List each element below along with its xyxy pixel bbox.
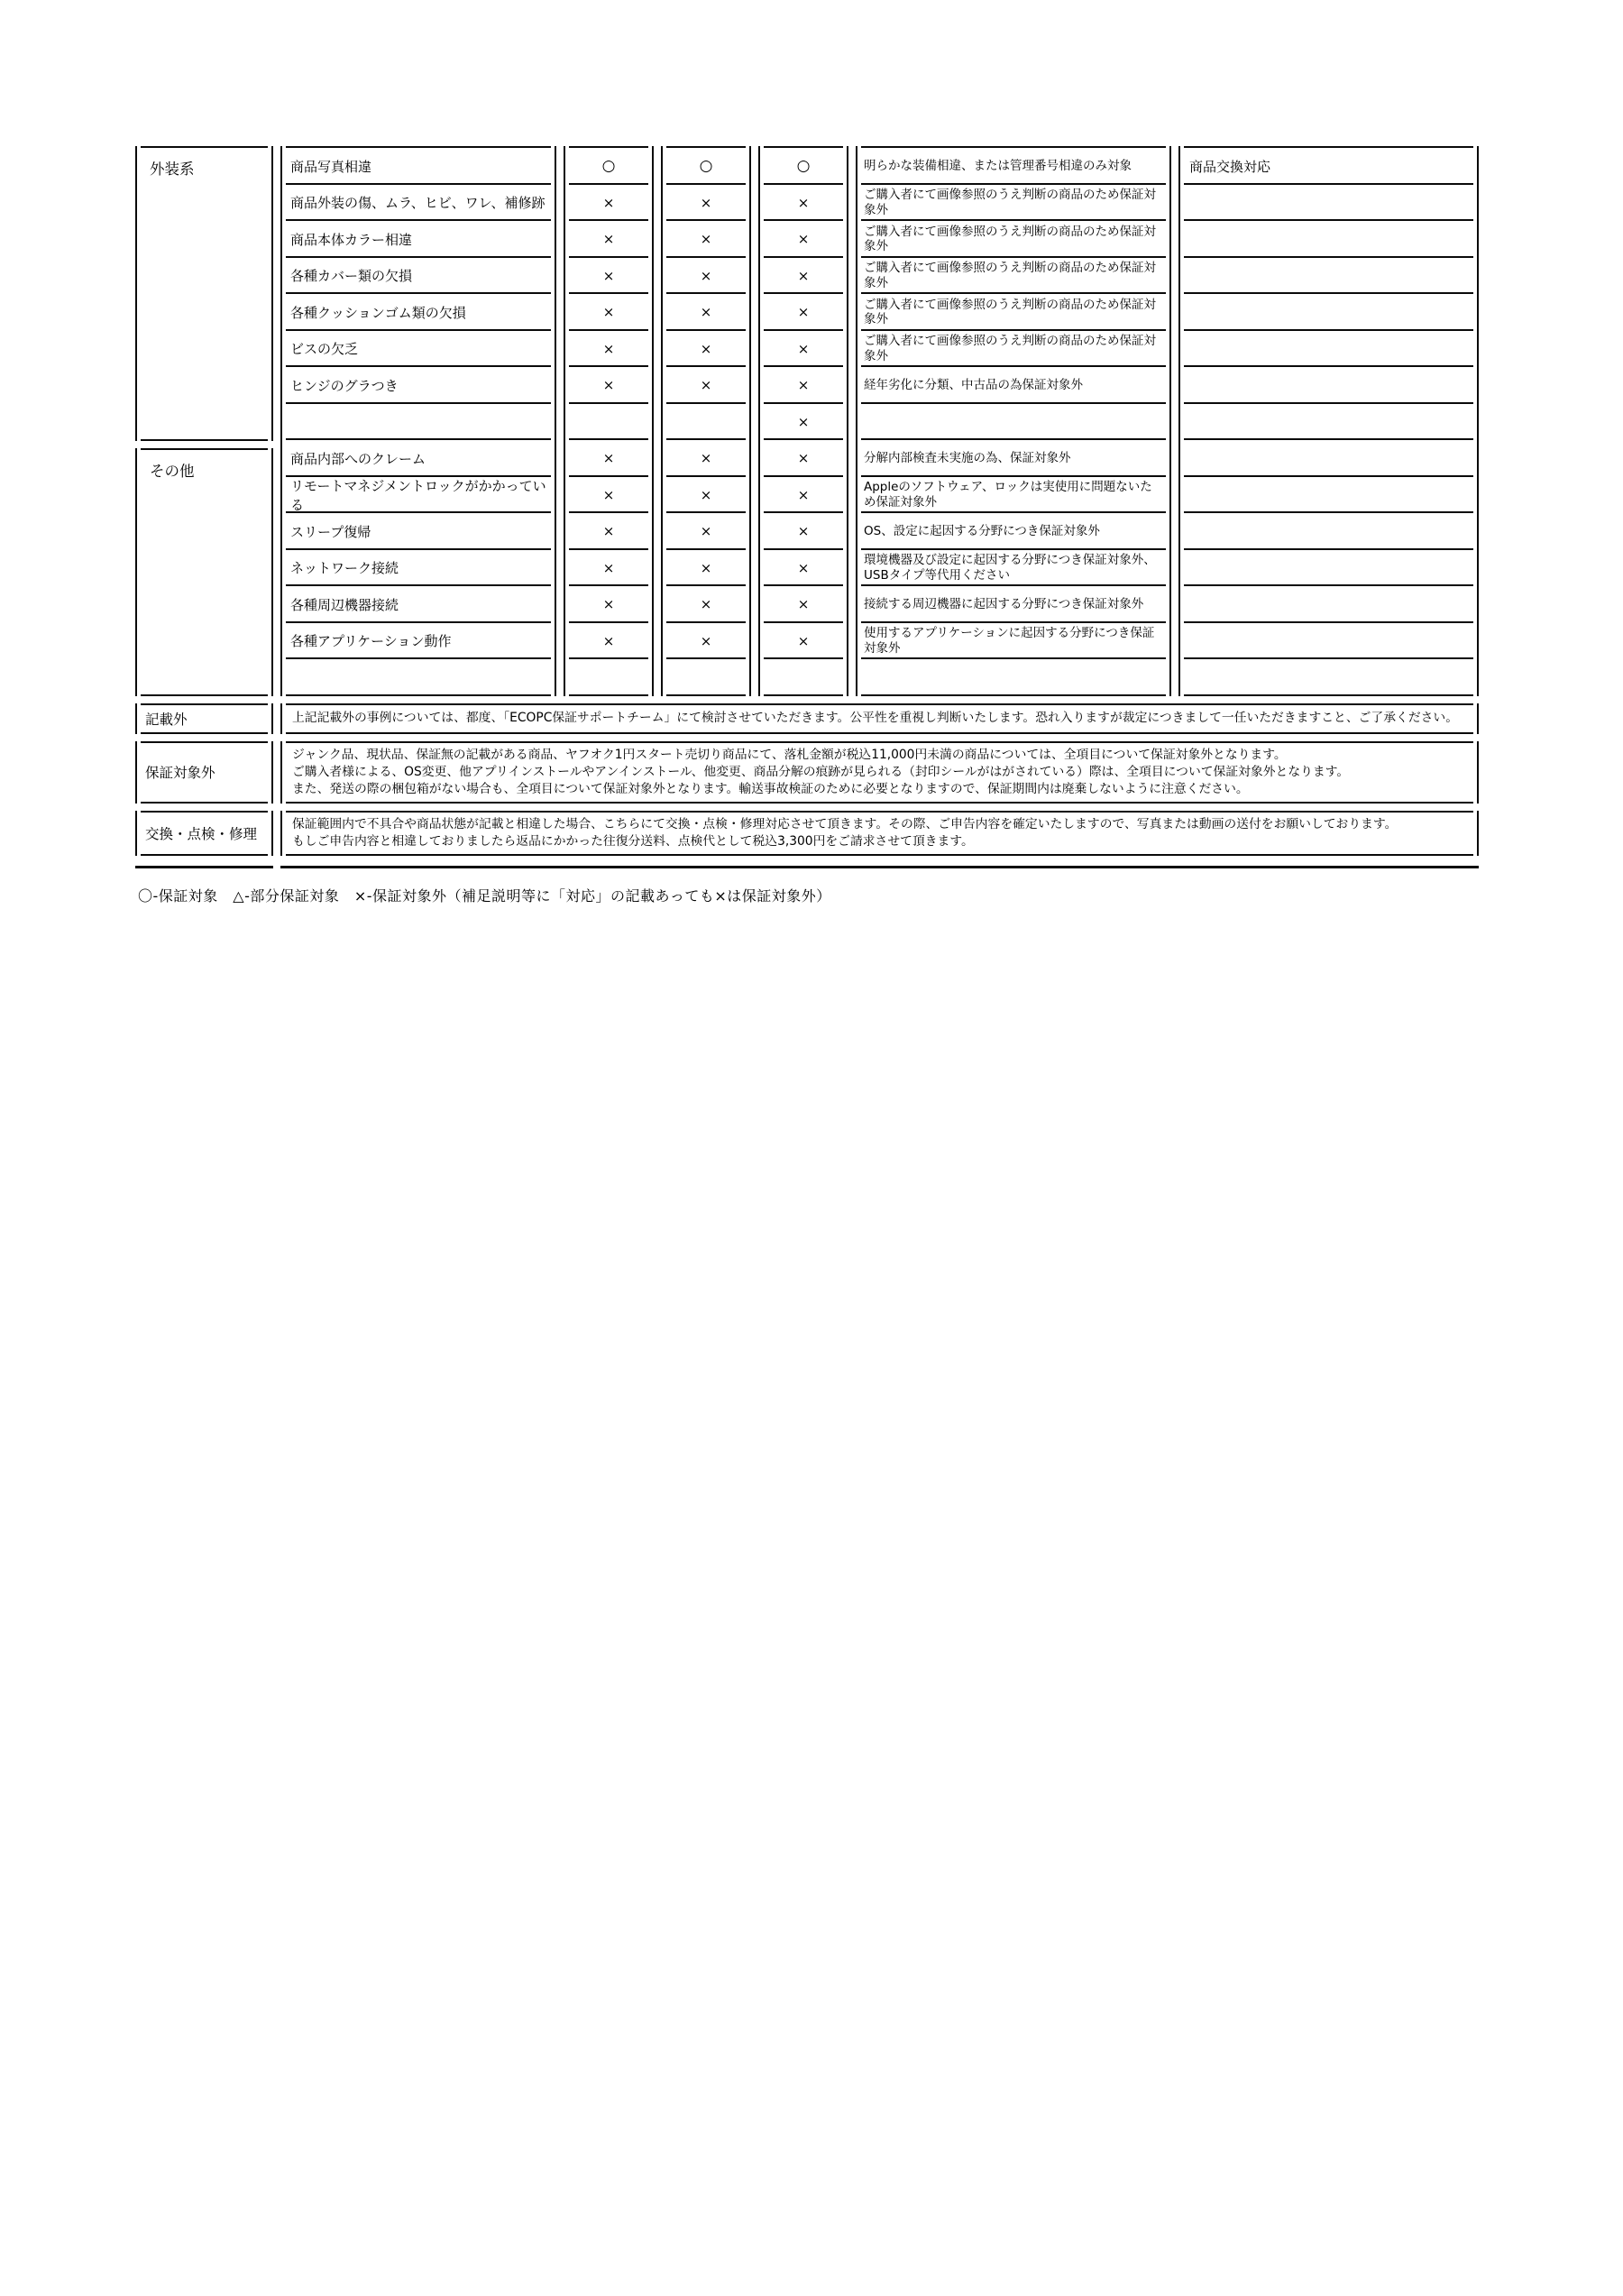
note-cell	[857, 148, 1169, 185]
item-cell	[282, 586, 555, 623]
note-cell	[857, 477, 1169, 514]
note-cell-text: 使用するアプリケーションに起因する分野につき保証対象外	[864, 626, 1155, 656]
item-cell	[282, 258, 555, 295]
note-cell	[857, 221, 1169, 258]
mark-value: ×	[700, 632, 712, 649]
footer-text-line: 保証範囲内で不具合や商品状態が記載と相違した場合、こちらにて交換・点検・修理対応させて頂きます。その際、ご申告内容を確定いたしますので、写真または動画の送付をお願いしております。	[292, 816, 1398, 831]
footer-text-line: 上記記載外の事例については、都度、「ECOPC保証サポートチーム」にて検討させていただきます。公平性を重視し判断いたします。恐れ入りますが裁定につきまして一任いただきますこと、ご了承ください。	[292, 711, 1459, 725]
footer-row-text	[280, 811, 1479, 856]
footer-row	[135, 741, 1479, 804]
item-cell-text: スリープ復帰	[290, 523, 371, 540]
note-cell	[857, 185, 1169, 222]
mark-cell	[760, 513, 847, 550]
note-cell-text: 環境機器及び設定に起因する分野につき保証対象外、USBタイプ等代用ください	[864, 553, 1156, 583]
action-cell	[1180, 659, 1477, 696]
note-cell	[857, 331, 1169, 368]
mark-cell	[760, 440, 847, 477]
mark-value: ×	[602, 340, 615, 357]
mark-cell	[565, 331, 652, 368]
mark-value: ×	[797, 340, 810, 357]
action-cell	[1180, 258, 1477, 295]
item-cell-text: 各種クッションゴム類の欠損	[290, 304, 466, 321]
mark-cell	[663, 550, 749, 587]
mark-value: ×	[797, 632, 810, 649]
note-cell-text: ご購入者にて画像参照のうえ判断の商品のため保証対象外	[864, 224, 1156, 254]
footer-text-line: ご購入者様による、OS変更、他アプリインストールやアンインストール、他変更、商品分解の痕跡が見られる（封印シールがはがされている）際は、全項目について保証対象外となります。	[292, 764, 1350, 779]
footer-row-label: 交換・点検・修理	[135, 811, 273, 856]
mark-value: ×	[797, 486, 810, 503]
item-cell-text: 各種アプリケーション動作	[290, 633, 452, 650]
note-cell-text: ご購入者にて画像参照のうえ判断の商品のため保証対象外	[864, 334, 1156, 363]
note-cell-text: ご購入者にて画像参照のうえ判断の商品のため保証対象外	[864, 297, 1156, 327]
action-cell	[1180, 331, 1477, 368]
mark-value: ○	[601, 157, 616, 176]
note-cell-text: 接続する周辺機器に起因する分野につき保証対象外	[864, 597, 1144, 611]
mark-value: ○	[699, 157, 713, 176]
mark-value: ×	[797, 596, 810, 613]
section-category-box	[135, 146, 273, 441]
mark-value: ×	[700, 340, 712, 357]
note-cell	[857, 586, 1169, 623]
mark-value: ×	[602, 596, 615, 613]
mark-cell	[760, 148, 847, 185]
action-column	[1178, 146, 1479, 696]
item-cell	[282, 185, 555, 222]
mark-value: ×	[797, 559, 810, 576]
item-cell-text: 商品外装の傷、ムラ、ヒビ、ワレ、補修跡	[290, 195, 546, 212]
item-cell-text: 各種カバー類の欠損	[290, 268, 413, 285]
mark-cell	[663, 221, 749, 258]
note-cell	[857, 294, 1169, 331]
mark-value: ×	[602, 231, 615, 248]
item-cell-text: ネットワーク接続	[290, 560, 399, 577]
note-cell	[857, 404, 1169, 441]
mark-value: ×	[797, 450, 810, 467]
footer-row-text	[280, 741, 1479, 804]
action-cell-text: 商品交換対応	[1189, 158, 1271, 175]
mark-cell	[760, 221, 847, 258]
footer-row-text	[280, 703, 1479, 734]
mark-cell	[565, 477, 652, 514]
note-cell	[857, 623, 1169, 660]
mark-value: ×	[700, 304, 712, 321]
item-cell-text: 商品内部へのクレーム	[290, 450, 426, 467]
mark-cell	[760, 586, 847, 623]
mark-value: ×	[602, 304, 615, 321]
mark-value: ×	[797, 413, 810, 430]
mark-column-2	[661, 146, 751, 696]
mark-value: ×	[602, 486, 615, 503]
mark-cell	[760, 294, 847, 331]
mark-cell	[760, 331, 847, 368]
item-cell	[282, 550, 555, 587]
mark-cell	[760, 623, 847, 660]
mark-value: ×	[797, 267, 810, 284]
action-cell	[1180, 294, 1477, 331]
footer-text-line: また、発送の際の梱包箱がない場合も、全項目について保証対象外となります。輸送事故検証のために必要となりますので、保証期間内は廃棄しないように注意ください。	[292, 781, 1249, 796]
section-category-label: 外装系	[150, 161, 195, 178]
mark-cell	[663, 477, 749, 514]
mark-cell	[760, 258, 847, 295]
mark-cell	[760, 367, 847, 404]
mark-value: ×	[602, 450, 615, 467]
note-cell-text: OS、設定に起因する分野につき保証対象外	[864, 524, 1100, 538]
mark-value: ×	[602, 377, 615, 394]
mark-value: ×	[700, 486, 712, 503]
mark-value: ×	[700, 231, 712, 248]
mark-cell	[663, 367, 749, 404]
item-cell	[282, 294, 555, 331]
mark-cell	[663, 623, 749, 660]
bottom-rule-segment	[280, 866, 1479, 868]
section-category-label: その他	[150, 463, 195, 480]
mark-cell	[565, 148, 652, 185]
note-cell-text: 明らかな装備相違、または管理番号相違のみ対象	[864, 159, 1132, 173]
item-cell	[282, 367, 555, 404]
mark-value: ×	[797, 377, 810, 394]
mark-cell	[663, 513, 749, 550]
mark-cell	[565, 221, 652, 258]
mark-value: ×	[700, 194, 712, 211]
mark-cell	[565, 513, 652, 550]
mark-value: ×	[797, 194, 810, 211]
document-content	[135, 146, 1479, 905]
footer-row-label: 保証対象外	[135, 741, 273, 804]
section-category-box	[135, 448, 273, 696]
item-cell-text: 商品本体カラー相違	[290, 231, 413, 248]
mark-cell	[663, 404, 749, 441]
mark-cell	[760, 185, 847, 222]
item-column	[280, 146, 556, 696]
mark-cell	[663, 185, 749, 222]
mark-cell	[760, 659, 847, 696]
item-cell-text: 商品写真相違	[290, 158, 372, 175]
mark-value: ×	[602, 559, 615, 576]
action-cell	[1180, 367, 1477, 404]
mark-cell	[663, 659, 749, 696]
item-cell	[282, 221, 555, 258]
mark-value: ×	[797, 231, 810, 248]
mark-cell	[565, 440, 652, 477]
item-cell-text: ビスの欠乏	[290, 341, 359, 358]
item-cell	[282, 623, 555, 660]
footer-row	[135, 811, 1479, 856]
mark-value: ×	[602, 267, 615, 284]
mark-value: ×	[602, 632, 615, 649]
mark-column-1	[564, 146, 654, 696]
item-cell	[282, 331, 555, 368]
note-cell-text: ご購入者にて画像参照のうえ判断の商品のため保証対象外	[864, 261, 1156, 290]
mark-cell	[663, 331, 749, 368]
item-cell	[282, 148, 555, 185]
action-cell	[1180, 440, 1477, 477]
note-cell	[857, 440, 1169, 477]
item-cell-text: リモートマネジメントロックがかかっている	[290, 477, 546, 513]
mark-cell	[565, 185, 652, 222]
item-cell	[282, 440, 555, 477]
mark-cell	[663, 440, 749, 477]
action-cell	[1180, 513, 1477, 550]
mark-value: ×	[602, 194, 615, 211]
mark-cell	[565, 294, 652, 331]
note-cell	[857, 367, 1169, 404]
mark-column-3	[758, 146, 848, 696]
item-cell-text: ヒンジのグラつき	[290, 377, 399, 394]
action-cell	[1180, 221, 1477, 258]
legend-text: 〇-保証対象 △-部分保証対象 ×-保証対象外（補足説明等に「対応」の記載あっても×は保証対象外）	[138, 886, 831, 905]
action-cell	[1180, 586, 1477, 623]
mark-cell	[663, 148, 749, 185]
mark-value: ×	[700, 523, 712, 540]
note-cell-text: Appleのソフトウェア、ロックは実使用に問題ないため保証対象外	[864, 480, 1152, 510]
mark-value: ×	[700, 559, 712, 576]
action-cell	[1180, 550, 1477, 587]
note-cell-text: 分解内部検査未実施の為、保証対象外	[864, 451, 1071, 465]
mark-value: ×	[700, 596, 712, 613]
action-cell	[1180, 623, 1477, 660]
mark-cell	[663, 258, 749, 295]
table-bottom-rule	[135, 866, 1479, 868]
bottom-rule-segment	[135, 866, 273, 868]
mark-cell	[565, 367, 652, 404]
item-cell	[282, 477, 555, 514]
item-cell	[282, 513, 555, 550]
action-cell	[1180, 148, 1477, 185]
mark-value: ×	[700, 450, 712, 467]
footer-row-label: 記載外	[135, 703, 273, 734]
mark-value: ×	[700, 377, 712, 394]
item-cell	[282, 404, 555, 441]
mark-cell	[663, 586, 749, 623]
note-cell-text: ご購入者にて画像参照のうえ判断の商品のため保証対象外	[864, 188, 1156, 217]
action-cell	[1180, 185, 1477, 222]
item-cell-text: 各種周辺機器接続	[290, 596, 399, 613]
mark-cell	[565, 404, 652, 441]
category-column	[135, 146, 273, 696]
mark-cell	[663, 294, 749, 331]
warranty-matrix-table	[135, 146, 1479, 696]
action-cell	[1180, 404, 1477, 441]
mark-cell	[760, 550, 847, 587]
mark-cell	[565, 258, 652, 295]
mark-value: ×	[797, 523, 810, 540]
mark-cell	[565, 586, 652, 623]
mark-value: ×	[602, 523, 615, 540]
footer-text-line: ジャンク品、現状品、保証無の記載がある商品、ヤフオク1円スタート売切り商品にて、落札金額が税込11,000円未満の商品については、全項目について保証対象外となります。	[292, 747, 1287, 762]
mark-cell	[760, 477, 847, 514]
footer-rows	[135, 703, 1479, 856]
mark-value: ×	[700, 267, 712, 284]
notes-column	[856, 146, 1171, 696]
note-cell	[857, 258, 1169, 295]
mark-cell	[565, 550, 652, 587]
note-cell	[857, 550, 1169, 587]
note-cell-text: 経年劣化に分類、中古品の為保証対象外	[864, 378, 1083, 392]
item-cell	[282, 659, 555, 696]
mark-value: ×	[797, 304, 810, 321]
mark-cell	[565, 659, 652, 696]
note-cell	[857, 513, 1169, 550]
note-cell	[857, 659, 1169, 696]
mark-cell	[760, 404, 847, 441]
footer-text-line: もしご申告内容と相違しておりましたら返品にかかった往復分送料、点検代として税込3,300円をご請求させて頂きます。	[292, 833, 974, 849]
mark-cell	[565, 623, 652, 660]
action-cell	[1180, 477, 1477, 514]
footer-row	[135, 703, 1479, 734]
mark-value: ○	[796, 157, 811, 176]
